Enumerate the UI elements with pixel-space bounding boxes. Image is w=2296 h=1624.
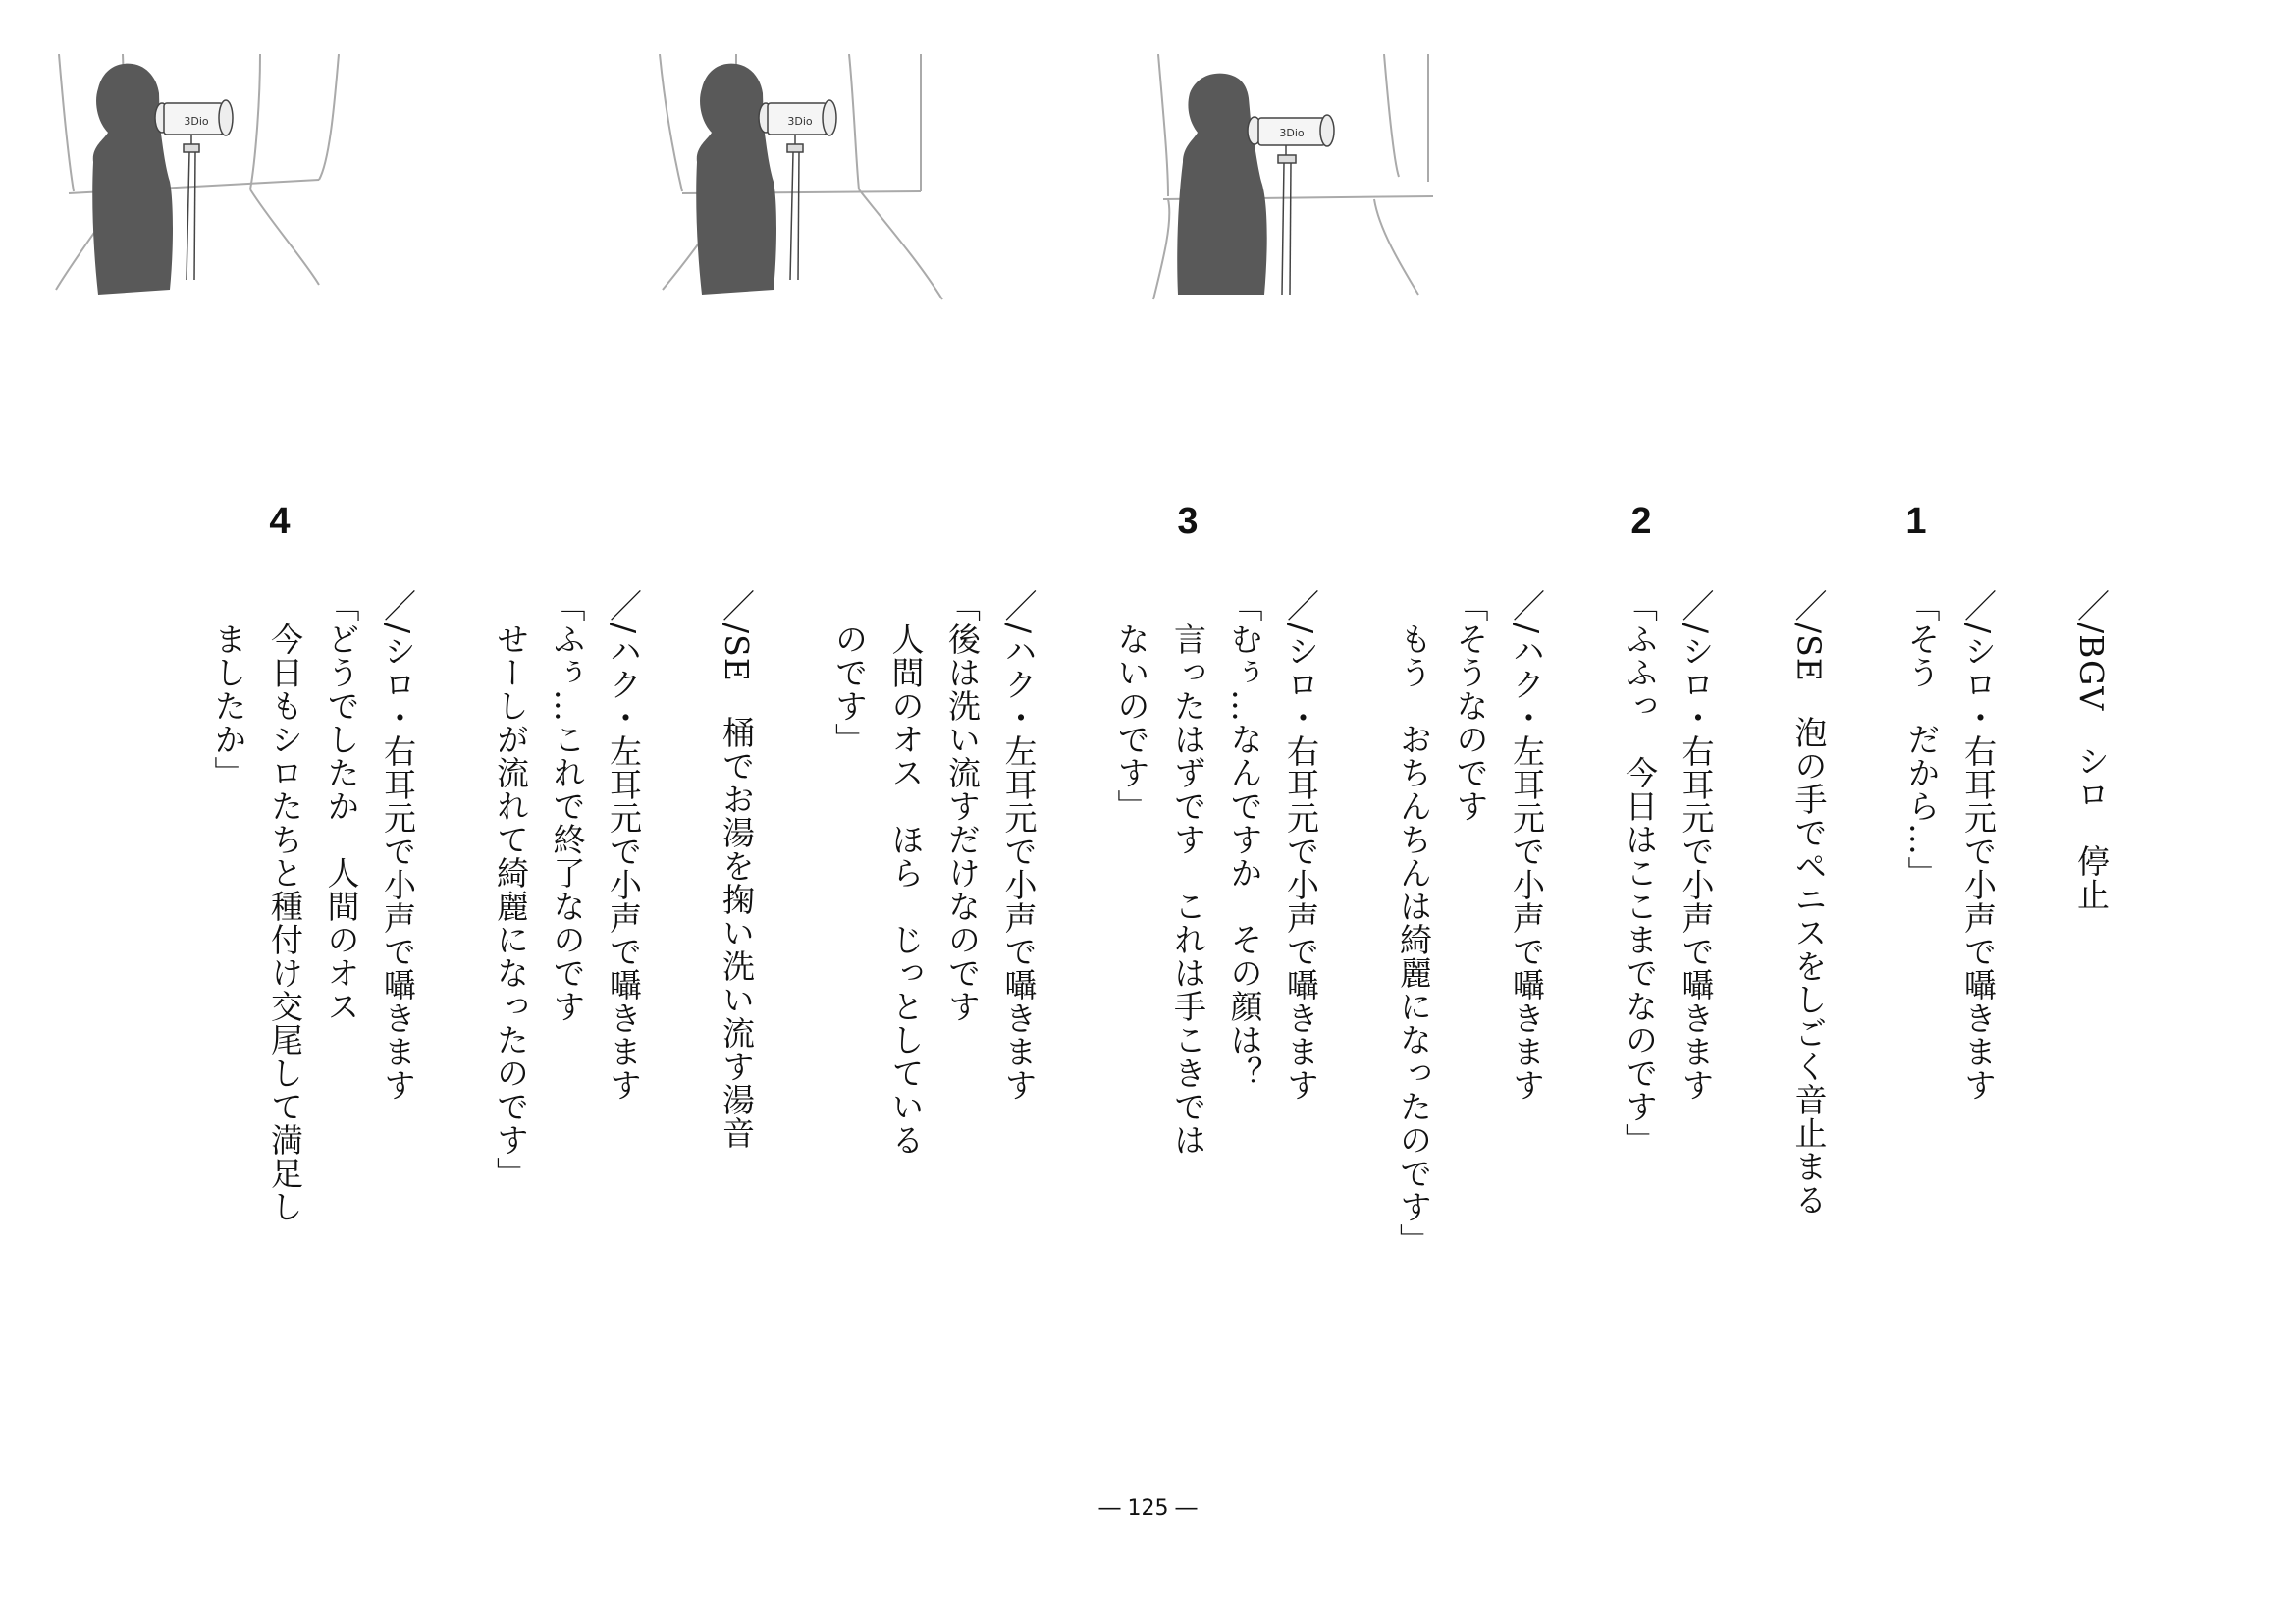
script-direction-line: ／/SE 桶でお湯を掬い洗い流す湯音 [718,589,756,1150]
script-direction-line: ／/ハク・左耳元で小声で囁きます [605,589,643,1103]
script-direction-line: ／/BGV シロ 停止 [2072,589,2110,912]
block-gap [1725,589,1782,1335]
scene-panel-4 [54,54,348,309]
script-dialogue-line: 言ったはずです これは手こきでは [1169,589,1207,1157]
script-dialogue-line: 今日もシロたちと種付け交尾して満足し [266,589,304,1223]
script-dialogue-line: ましたか」 [209,589,248,789]
script-direction-line: ／/シロ・右耳元で小声で囁きます [1282,589,1320,1103]
script-dialogue-line: 「ふふっ 今日はここまでなのです」 [1621,589,1659,1157]
script-dialogue-line: 「どうでしたか 人間のオス [322,589,361,1023]
panel-number-1: 1 [1905,501,1927,542]
scene-panel-1 [1148,54,1443,309]
panel-number-2: 2 [1630,501,1652,542]
script-dialogue-line: 「ふぅ…これで終了なのです [548,589,587,1023]
block-gap [2006,589,2063,1335]
svg-text:3Dio: 3Dio [787,115,813,128]
script-direction-line: ／/シロ・右耳元で小声で囁きます [1959,589,1998,1103]
script-direction-line: ／/シロ・右耳元で小声で囁きます [1677,589,1716,1103]
script-direction-line: ／/シロ・右耳元で小声で囁きます [379,589,417,1103]
page-number: ― 125 ― [1098,1496,1198,1521]
script-dialogue-line: ないのです」 [1112,589,1151,823]
scene-panel-3 [658,54,972,309]
silhouette-figure [1177,74,1266,295]
script-dialogue-line: 「そうなのです [1451,589,1490,823]
script-dialogue-line: のです」 [830,589,869,756]
block-gap [1047,589,1104,1335]
script-dialogue-line: 「むぅ…なんですか その顔は？ [1225,589,1264,1090]
svg-text:3Dio: 3Dio [1279,127,1305,139]
script-direction-line: ／/ハク・左耳元で小声で囁きます [999,589,1039,1103]
script-dialogue-line: せーしが流れて綺麗になったのです」 [492,589,530,1190]
script-dialogue-line: 「後は洗い流すだけなのです [943,589,982,1023]
silhouette-figure [696,64,776,295]
script-direction-line: ／/SE 泡の手でペニスをしごく音止まる [1789,589,1829,1217]
script-text [156,589,2119,1335]
svg-text:3Dio: 3Dio [184,115,209,128]
panel-number-4: 4 [269,501,291,542]
block-gap [426,589,483,1335]
block-gap [1555,589,1612,1335]
silhouette-figure [92,64,173,295]
block-gap [652,589,709,1335]
block-gap [1329,589,1386,1335]
panel-number-3: 3 [1177,501,1199,542]
script-dialogue-line: 「そう だから…」 [1902,589,1942,890]
script-direction-line: ／/ハク・左耳元で小声で囁きます [1508,589,1546,1103]
script-dialogue-line: もう おちんちんは綺麗になったのです」 [1395,589,1433,1257]
block-gap [765,589,822,1335]
script-dialogue-line: 人間のオス ほら じっとしている [886,589,926,1157]
block-gap [1838,589,1895,1335]
